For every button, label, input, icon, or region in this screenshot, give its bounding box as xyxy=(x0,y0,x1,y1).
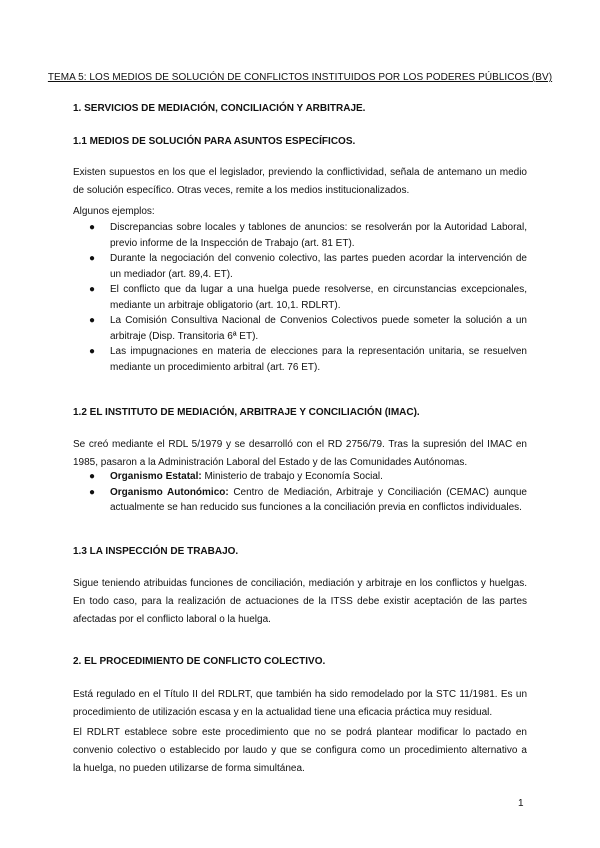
list-item-line xyxy=(110,485,527,501)
section-1-2-heading: 1.2 EL INSTITUTO DE MEDIACIÓN, ARBITRAJE Y CONCILIACIÓN (IMAC). xyxy=(73,407,420,418)
list-item-line: Las impugnaciones en materia de elecciones para la representación unitaria, se resuelven xyxy=(110,346,527,357)
paragraph-line: El RDLRT establece sobre este procedimiento que no se podrá plantear modificar lo pactado en xyxy=(73,727,527,738)
list-item xyxy=(73,313,527,344)
list-item-line: arbitraje (Disp. Transitoria 6ª ET). xyxy=(110,330,259,342)
bullet-icon: ● xyxy=(89,284,96,295)
paragraph-line: la huelga, no pueden utilizarse de forma simultánea. xyxy=(73,763,305,774)
bullet-icon: ● xyxy=(89,315,96,326)
paragraph-line: convenio colectivo o establecido por laudo y que se configura como un procedimiento alternativo a xyxy=(73,745,527,756)
section-2-heading: 2. EL PROCEDIMIENTO DE CONFLICTO COLECTIVO. xyxy=(73,656,326,667)
bullet-icon: ● xyxy=(89,346,96,357)
list-item xyxy=(73,251,527,282)
paragraph-line: Se creó mediante el RDL 5/1979 y se desarrolló con el RD 2756/79. Tras la supresión del IMAC en xyxy=(73,439,527,450)
list-item-bold-label: Organismo Estatal: xyxy=(110,471,202,482)
list-item-line: La Comisión Consultiva Nacional de Convenios Colectivos puede someter la solución a un xyxy=(110,315,527,326)
paragraph-line: Está regulado en el Título II del RDLRT, que también ha sido remodelado por la STC 11/1981. Es un xyxy=(73,689,527,700)
list-item-line: mediante un arbitraje obligatorio (art. 10,1. RDLRT). xyxy=(110,299,341,311)
list-item-line: actualmente se han reducido sus funciones a la conciliación previa en conflictos individuales. xyxy=(110,502,522,513)
list-item-line xyxy=(110,469,527,485)
list-item-bold-label: Organismo Autonómico: xyxy=(110,486,229,498)
section-1-3-paragraph xyxy=(73,575,527,629)
list-item-text: Ministerio de trabajo y Economía Social. xyxy=(201,471,383,482)
list-item xyxy=(73,220,527,251)
section-2-paragraph-1 xyxy=(73,686,527,722)
list-item-line: El conflicto que da lugar a una huelga puede resolverse, en circunstancias excepcionales, xyxy=(110,284,527,295)
section-2-paragraph-2 xyxy=(73,724,527,778)
paragraph-line: de solución específico. Otras veces, remite a los medios institucionalizados. xyxy=(73,185,410,196)
section-1-2-paragraph xyxy=(73,436,527,472)
list-item-line: Durante la negociación del convenio colectivo, las partes pueden acordar la intervención de xyxy=(110,253,527,264)
section-1-1-paragraph xyxy=(73,164,527,200)
list-item xyxy=(73,344,527,375)
section-1-3-heading: 1.3 LA INSPECCIÓN DE TRABAJO. xyxy=(73,546,239,557)
list-item-line: un mediador (art. 89,4. ET). xyxy=(110,268,233,280)
bullet-icon: ● xyxy=(89,471,96,482)
examples-label: Algunos ejemplos: xyxy=(73,206,155,217)
paragraph-line: Existen supuestos en los que el legislador, previendo la conflictividad, señala de antemano un medio xyxy=(73,167,527,178)
paragraph-line: Sigue teniendo atribuidas funciones de conciliación, mediación y arbitraje en los conflictos y huelgas. xyxy=(73,578,527,589)
bullet-icon: ● xyxy=(89,486,96,498)
bullet-icon: ● xyxy=(89,222,96,233)
bullet-icon: ● xyxy=(89,253,96,264)
section-1-1-heading: 1.1 MEDIOS DE SOLUCIÓN PARA ASUNTOS ESPECÍFICOS. xyxy=(73,136,356,147)
list-item xyxy=(73,469,527,485)
paragraph-line: 1985, pasaron a la Administración Laboral del Estado y de las Comunidades Autónomas. xyxy=(73,457,468,468)
imac-list xyxy=(73,469,527,516)
page-number: 1 xyxy=(518,798,524,809)
list-item xyxy=(73,485,527,516)
paragraph-line: afectadas por el conflicto laboral o la huelga. xyxy=(73,614,271,625)
paragraph-line: procedimiento de utilización escasa y en la actualidad tiene una eficacia práctica muy residual. xyxy=(73,707,493,718)
list-item-text: Centro de Mediación, Arbitraje y Conciliación (CEMAC) aunque xyxy=(228,486,527,498)
section-1-heading: 1. SERVICIOS DE MEDIACIÓN, CONCILIACIÓN Y ARBITRAJE. xyxy=(73,103,366,114)
paragraph-line: En todo caso, para la realización de actuaciones de la ITSS debe existir aceptación de las partes xyxy=(73,596,527,607)
list-item xyxy=(73,282,527,313)
list-item-line: previo informe de la Inspección de Trabajo (art. 81 ET). xyxy=(110,237,355,249)
document-title: TEMA 5: LOS MEDIOS DE SOLUCIÓN DE CONFLICTOS INSTITUIDOS POR LOS PODERES PÚBLICOS (BV) xyxy=(47,72,553,83)
list-item-line: mediante un procedimiento arbitral (art. 76 ET). xyxy=(110,361,321,373)
list-item-line: Discrepancias sobre locales y tablones de anuncios: se resolverán por la Autoridad Laboral, xyxy=(110,222,527,233)
examples-list xyxy=(73,220,527,375)
